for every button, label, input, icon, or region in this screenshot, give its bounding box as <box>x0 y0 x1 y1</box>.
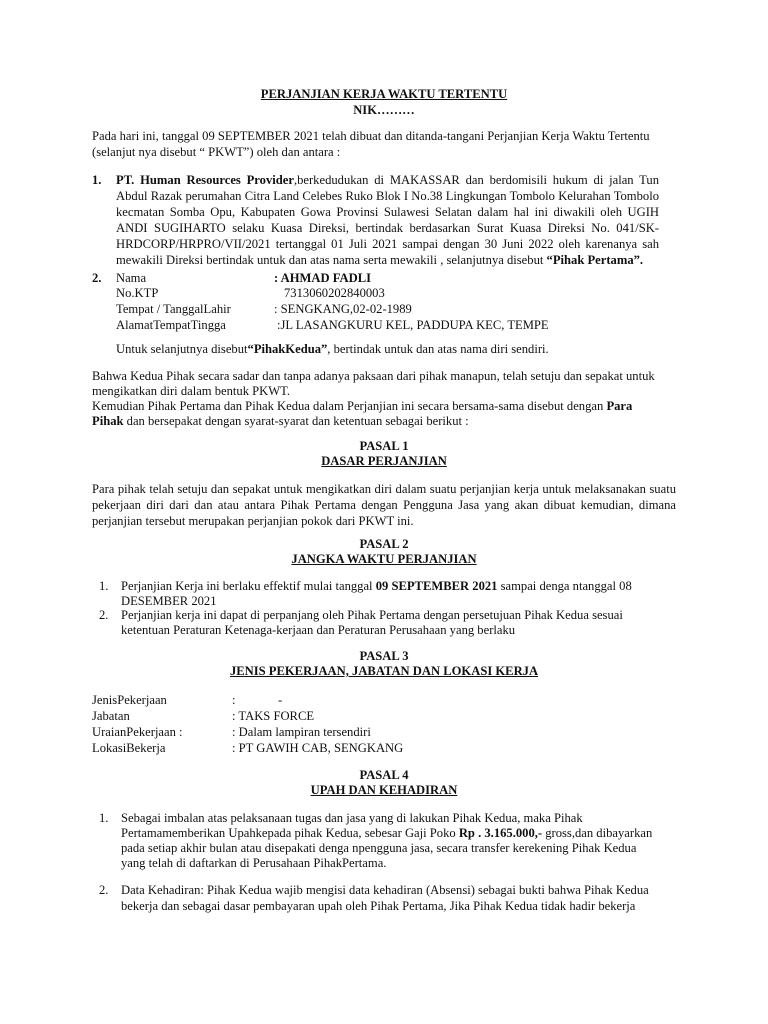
pasal4-item1-number: 1. <box>99 811 109 825</box>
pasal4-item2-line2: bekerja dan sebagai dasar pembayaran upah oleh Pihak Pertama, Jika Pihak Kedua tidak hadir bekerja <box>121 899 636 913</box>
agreement-pihak-bold: Pihak <box>92 414 124 428</box>
party1-end: . <box>639 253 644 267</box>
intro-line-2: (selanjut nya disebut “ PKWT”) oleh dan antara : <box>92 145 341 159</box>
pasal4-item1-line3: pada setiap akhir bulan atau disepakati denga npengguna jasa, secara transfer kerekening Pihak Kedua <box>121 841 637 855</box>
party2-value-ktp: 7313060202840003 <box>284 286 385 300</box>
pasal3-number: PASAL 3 <box>359 649 409 663</box>
pasal4-item1-line1: Sebagai imbalan atas pelaksanaan tugas dan jasa yang di lakukan Pihak Kedua, maka Pihak <box>121 811 583 825</box>
agreement-line-4-text: dan bersepakat dengan syarat-syarat dan ketentuan sebagai berikut : <box>123 414 469 428</box>
pasal3-label-jabatan: Jabatan <box>92 709 130 723</box>
pasal2-item2-number: 2. <box>99 608 109 622</box>
pasal2-item2-line1: Perjanjian kerja ini dapat di perpanjang oleh Pihak Pertama dengan persetujuan Pihak Kedua sesuai <box>121 608 623 622</box>
pasal4-number: PASAL 4 <box>359 768 409 782</box>
pasal2-item1-date: 09 SEPTEMBER 2021 <box>375 579 498 593</box>
agreement-line-2: mengikatkan diri dalam bentuk PKWT. <box>92 384 291 398</box>
party1-alias: “Pihak Pertama” <box>546 253 640 267</box>
party2-value-name: : AHMAD FADLI <box>274 271 372 285</box>
nik-line: NIK……… <box>353 103 415 117</box>
party1-paragraph <box>116 172 659 268</box>
pasal3-label-uraian: UraianPekerjaan : <box>92 725 183 739</box>
pasal2-item2-line2: ketentuan Peraturan Ketenaga-kerjaan dan Peraturan Perusahaan yang berlaku <box>121 623 516 637</box>
pasal3-title: JENIS PEKERJAAN, JABATAN DAN LOKASI KERJA <box>229 664 539 678</box>
pasal3-label-lokasi: LokasiBekerja <box>92 741 166 755</box>
pasal1-number: PASAL 1 <box>359 439 409 453</box>
pasal2-item1-line1 <box>121 578 632 594</box>
pasal4-salary: Rp . 3.165.000,- <box>458 826 543 840</box>
party1-number: 1. <box>92 173 102 187</box>
pasal4-item2-number: 2. <box>99 883 109 897</box>
party2-label-address: AlamatTempatTingga <box>116 318 226 332</box>
pasal1-text: Para pihak telah setuju dan sepakat untuk mengikatkan diri dalam suatu perjanjian kerja untuk melaksanakan suatu pekerjaan diri dari dan atau antara Pihak Pertama dengan Pengguna Jasa yang akan dibuat kemudian, dimana perjanjian tersebut merupakan perjanjian pokok dari PKWT ini. <box>92 482 676 528</box>
party2-label-name: Nama <box>116 271 147 285</box>
party2-closing-pre: Untuk selanjutnya disebut <box>116 342 248 356</box>
pasal3-value-lokasi: : PT GAWIH CAB, SENGKANG <box>232 741 404 755</box>
pasal1-title: DASAR PERJANJIAN <box>321 454 447 468</box>
agreement-line-3-text: Kemudian Pihak Pertama dan Pihak Kedua dalam Perjanjian ini secara bersama-sama disebut dengan <box>92 399 607 413</box>
pasal2-item1-number: 1. <box>99 579 109 593</box>
pasal3-colon-jenis: : <box>232 693 236 707</box>
pasal3-value-jenis: - <box>278 693 283 707</box>
party2-closing <box>116 341 549 357</box>
pasal2-item1-pre: Perjanjian Kerja ini berlaku effektif mulai tanggal <box>121 579 376 593</box>
pasal4-item2-line1: Data Kehadiran: Pihak Kedua wajib mengisi data kehadiran (Absensi) sebagai bukti bahwa Pihak Kedua <box>121 883 649 897</box>
pasal3-value-jabatan: : TAKS FORCE <box>232 709 315 723</box>
pasal4-item1-line2-post: gross,dan dibayarkan <box>542 826 653 840</box>
party2-label-birth: Tempat / TanggalLahir <box>116 302 231 316</box>
pasal2-item1-line2: DESEMBER 2021 <box>121 594 217 608</box>
intro-line-1: Pada hari ini, tanggal 09 SEPTEMBER 2021 telah dibuat dan ditanda-tangani Perjanjian Kerja Waktu Tertentu <box>92 129 650 143</box>
party1-company-name: PT. Human Resources Provider <box>116 173 294 187</box>
pasal2-title: JANGKA WAKTU PERJANJIAN <box>291 552 477 566</box>
document-title: PERJANJIAN KERJA WAKTU TERTENTU <box>260 87 508 101</box>
party2-label-ktp: No.KTP <box>116 286 159 300</box>
agreement-line-3 <box>92 398 632 414</box>
pasal4-item1-line2-pre: Pertamamemberikan Upahkepada pihak Kedua, sebesar Gaji Poko <box>121 826 459 840</box>
pasal4-title: UPAH DAN KEHADIRAN <box>310 783 458 797</box>
pasal2-number: PASAL 2 <box>359 537 409 551</box>
pasal3-value-uraian: : Dalam lampiran tersendiri <box>232 725 371 739</box>
pasal4-item1-line4: yang telah di daftarkan di Perusahaan PihakPertama. <box>121 856 387 870</box>
agreement-line-1: Bahwa Kedua Pihak secara sadar dan tanpa adanya paksaan dari pihak manapun, telah setuju dan sepakat untuk <box>92 369 655 383</box>
party1-text: ,berkedudukan di MAKASSAR dan berdomisili hukum di jalan Tun Abdul Razak perumahan Citra Land Celebes Ruko Blok I No.38 Lingkungan Tombolo Kelurahan Tombolo kecmatan Somba Opu, Kabupaten Gowa Provinsi Sulawesi Selatan dalam hal ini diwakili oleh UGIH ANDI SUGIHARTO selaku Kuasa Direksi, bertindak berdasarkan Surat Kuasa Direksi No. 041/SK-HRDCORP/HRPRO/VII/2021 tertanggal 01 Juli 2021 sampai dengan 30 Juni 2022 oleh karenanya sah mewakili Direksi bertindak untuk dan atas nama serta mewakili , selanjutnya disebut <box>116 173 659 267</box>
party2-number: 2. <box>92 271 102 285</box>
agreement-line-4 <box>92 413 469 429</box>
party2-closing-post: , bertindak untuk dan atas nama diri sendiri. <box>327 342 549 356</box>
pasal4-item1-line2 <box>121 825 652 841</box>
party2-value-address: :JL LASANGKURU KEL, PADDUPA KEC, TEMPE <box>277 318 549 332</box>
party2-alias: “PihakKedua” <box>247 342 328 356</box>
agreement-para-bold: Para <box>606 399 633 413</box>
pasal2-item1-post: sampai denga ntanggal 08 <box>497 579 632 593</box>
pasal3-label-jenis: JenisPekerjaan <box>92 693 167 707</box>
party2-value-birth: : SENGKANG,02-02-1989 <box>274 302 412 316</box>
